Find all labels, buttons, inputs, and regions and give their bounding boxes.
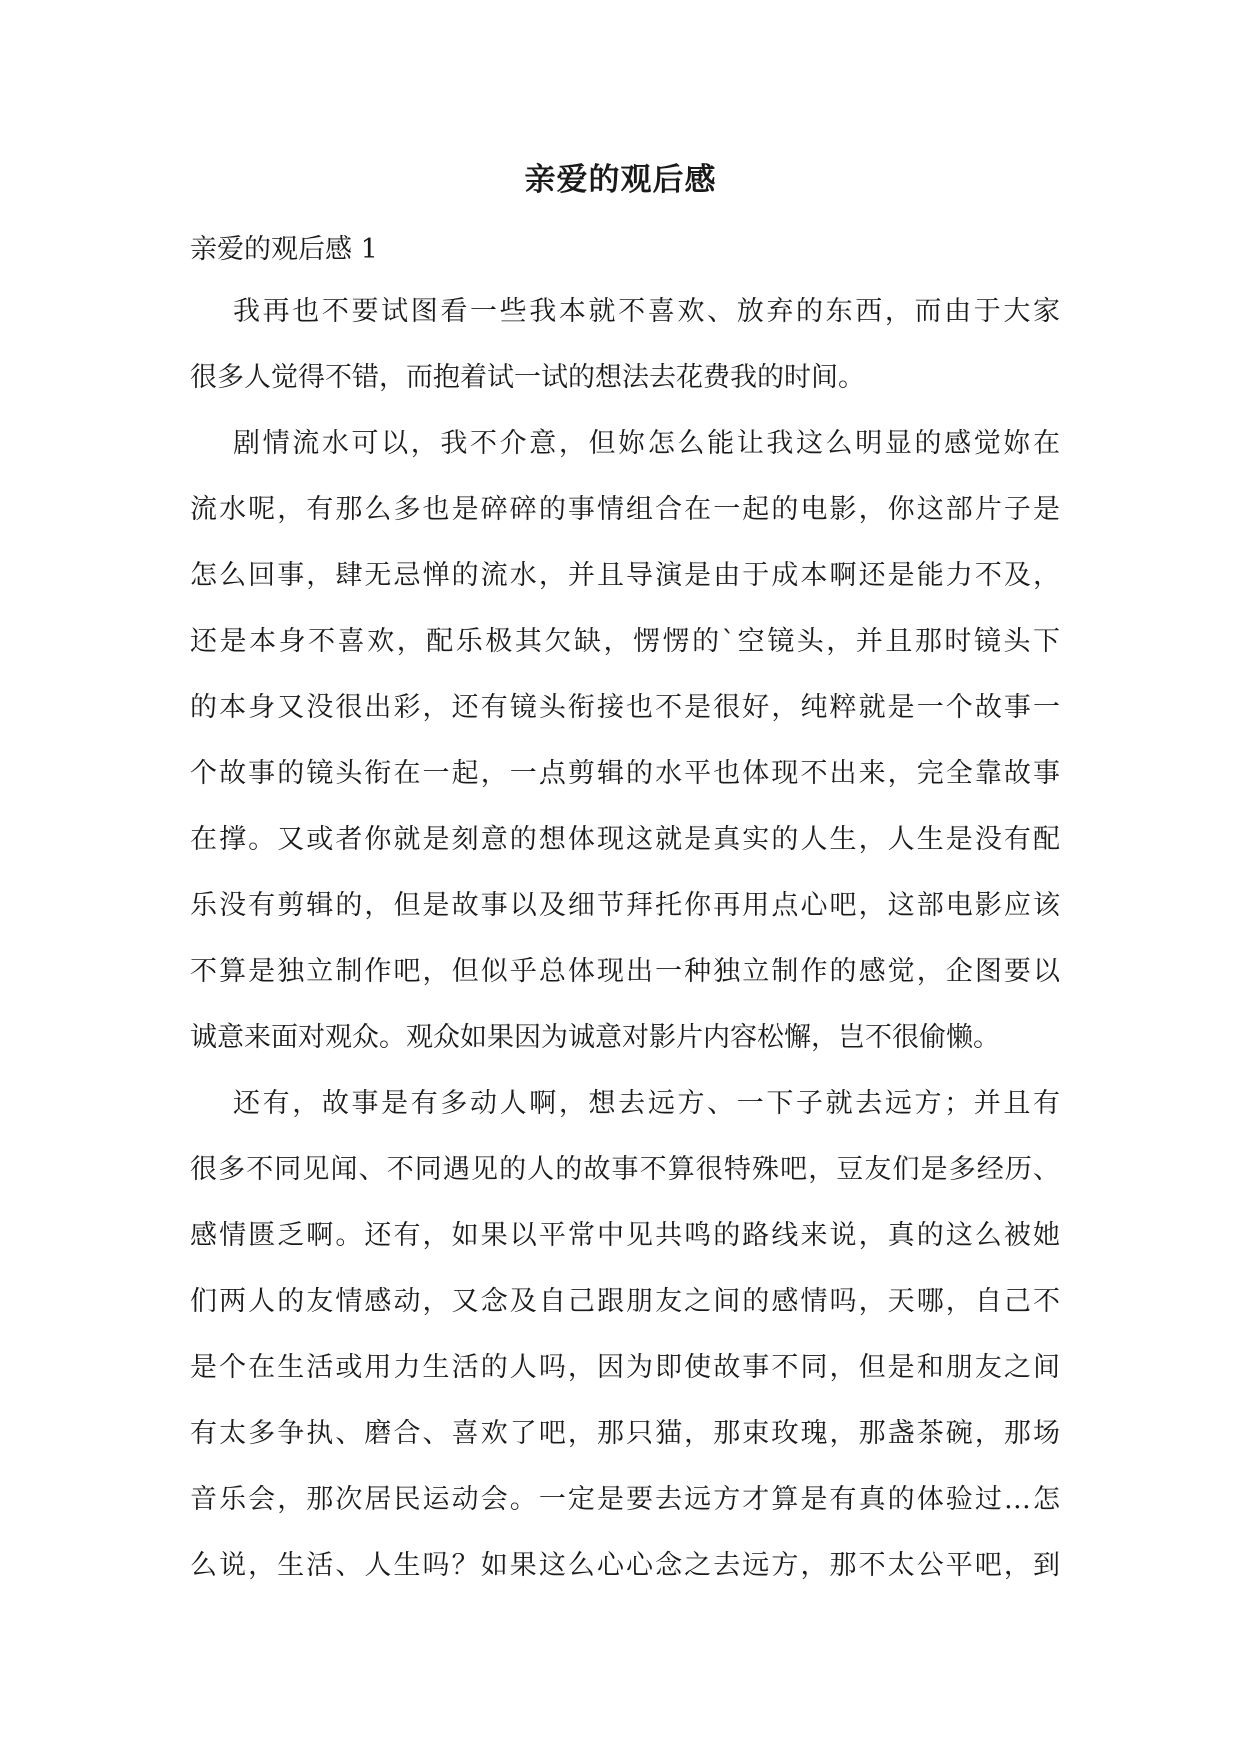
text-line: 很多不同见闻、不同遇见的人的故事不算很特殊吧，豆友们是多经历、: [190, 1154, 1060, 1185]
text-line: 还有，故事是有多动人啊，想去远方、一下子就去远方；并且有: [233, 1088, 1060, 1119]
text-line: 个故事的镜头衔在一起，一点剪辑的水平也体现不出来，完全靠故事: [190, 758, 1060, 789]
text-line: 有太多争执、磨合、喜欢了吧，那只猫，那束玫瑰，那盏茶碗，那场: [190, 1418, 1060, 1449]
text-line: 么说，生活、人生吗？如果这么心心念之去远方，那不太公平吧，到: [190, 1550, 1060, 1581]
text-line: 不算是独立制作吧，但似乎总体现出一种独立制作的感觉，企图要以: [190, 956, 1060, 987]
text-line: 我再也不要试图看一些我本就不喜欢、放弃的东西，而由于大家: [233, 296, 1060, 327]
text-line: 诚意来面对观众。观众如果因为诚意对影片内容松懈，岂不很偷懒。: [190, 1022, 1000, 1053]
text-line: 在撑。又或者你就是刻意的想体现这就是真实的人生，人生是没有配: [190, 824, 1060, 855]
text-line: 流水呢，有那么多也是碎碎的事情组合在一起的电影，你这部片子是: [190, 494, 1060, 525]
text-line: 的本身又没很出彩，还有镜头衔接也不是很好，纯粹就是一个故事一: [190, 692, 1060, 723]
text-line: 很多人觉得不错，而抱着试一试的想法去花费我的时间。: [190, 362, 865, 393]
text-line: 还是本身不喜欢，配乐极其欠缺，愣愣的`空镜头，并且那时镜头下: [190, 626, 1060, 657]
document-title: 亲爱的观后感: [524, 162, 717, 198]
paragraph: [190, 422, 1060, 1082]
text-line: 剧情流水可以，我不介意，但妳怎么能让我这么明显的感觉妳在: [233, 428, 1060, 459]
text-line: 是个在生活或用力生活的人吗，因为即使故事不同，但是和朋友之间: [190, 1352, 1060, 1383]
text-line: 感情匮乏啊。还有，如果以平常中见共鸣的路线来说，真的这么被她: [190, 1220, 1060, 1251]
text-line: 音乐会，那次居民运动会。一定是要去远方才算是有真的体验过…怎: [190, 1484, 1060, 1515]
text-line: 怎么回事，肆无忌惮的流水，并且导演是由于成本啊还是能力不及，: [190, 560, 1060, 591]
paragraph: [190, 1082, 1060, 1610]
paragraph: [190, 290, 1060, 422]
section-heading: 亲爱的观后感 1: [190, 234, 378, 265]
document-body: [190, 290, 1060, 1610]
text-line: 乐没有剪辑的，但是故事以及细节拜托你再用点心吧，这部电影应该: [190, 890, 1060, 921]
text-line: 们两人的友情感动，又念及自己跟朋友之间的感情吗，天哪，自己不: [190, 1286, 1060, 1317]
